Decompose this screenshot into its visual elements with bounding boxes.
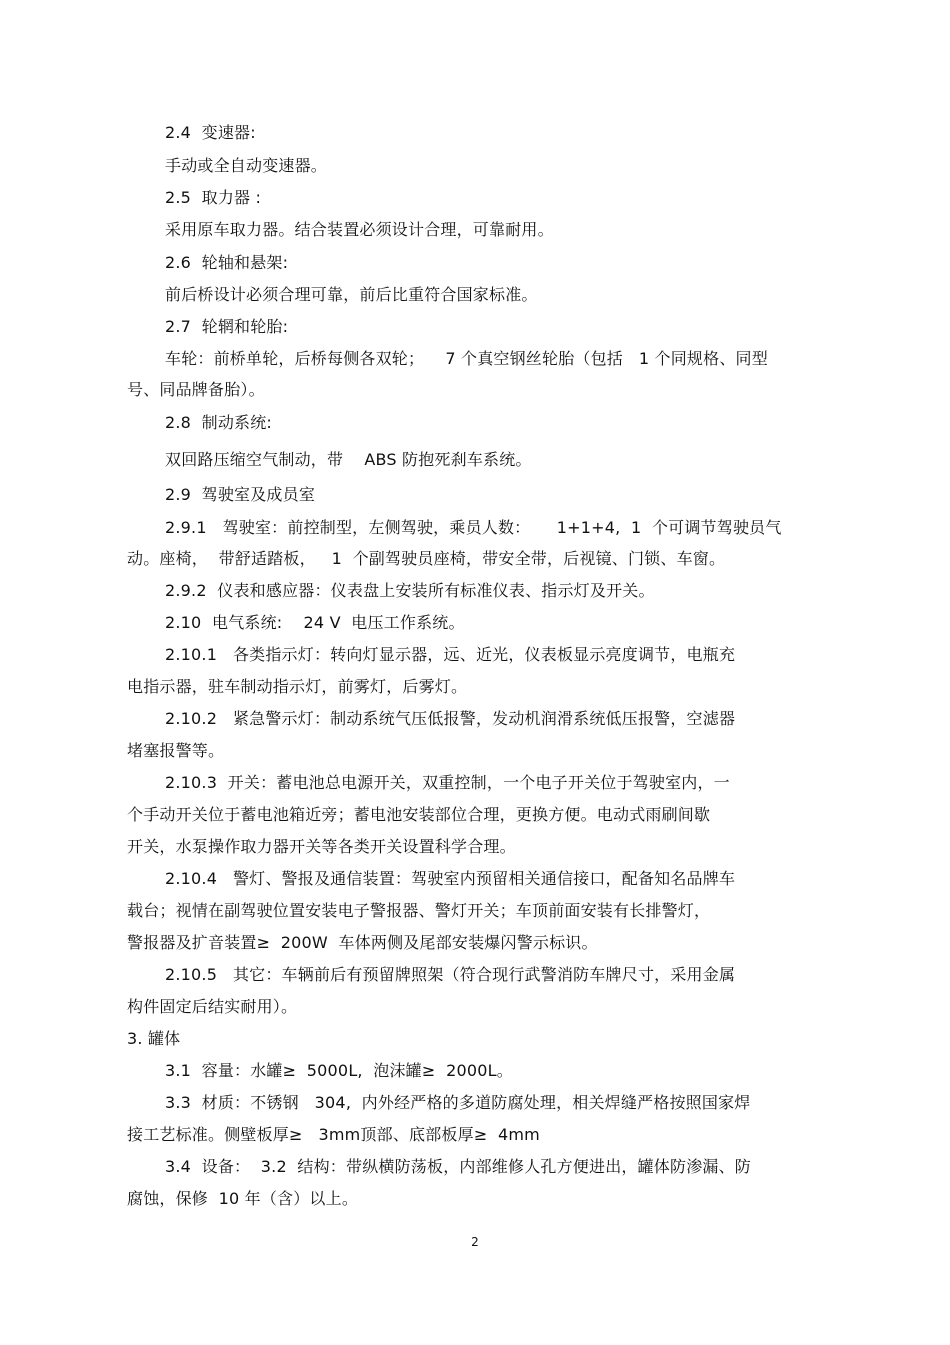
body-line: 车轮：前桥单轮，后桥每侧各双轮； 7 个真空钢丝轮胎（包括 1 个同规格、同型 [165, 349, 768, 368]
heading-2-7: 2.7 轮辋和轮胎: [165, 317, 289, 336]
body-line: 堵塞报警等。 [127, 741, 225, 760]
body-line: 警报器及扩音装置≥ 200W 车体两侧及尾部安装爆闪警示标识。 [127, 933, 598, 952]
body-line: 电指示器，驻车制动指示灯，前雾灯，后雾灯。 [127, 677, 468, 696]
heading-2-5: 2.5 取力器 : [165, 188, 262, 207]
heading-2-8: 2.8 制动系统: [165, 413, 273, 432]
body-line: 2.9.2 仪表和感应器：仪表盘上安装所有标准仪表、指示灯及开关。 [165, 581, 655, 600]
body-line: 2.10.3 开关：蓄电池总电源开关，双重控制，一个电子开关位于驾驶室内，一 [165, 773, 730, 792]
body-line: 2.10.5 其它：车辆前后有预留牌照架（符合现行武警消防车牌尺寸，采用金属 [165, 965, 736, 984]
page-number: 2 [471, 1235, 479, 1249]
body-line: 2.10.2 紧急警示灯：制动系统气压低报警，发动机润滑系统低压报警，空滤器 [165, 709, 736, 728]
body-line: 构件固定后结实耐用）。 [127, 997, 298, 1016]
body-line: 接工艺标准。侧壁板厚≥ 3mm顶部、底部板厚≥ 4mm [127, 1125, 540, 1144]
body-line: 3.3 材质：不锈钢 304, 内外经严格的多道防腐处理，相关焊缝严格按照国家焊 [165, 1093, 751, 1112]
body-line: 采用原车取力器。结合装置必须设计合理，可靠耐用。 [165, 220, 554, 239]
body-line: 2.9.1 驾驶室：前控制型，左侧驾驶，乘员人数： 1+1+4, 1 个可调节驾驶员气 [165, 518, 782, 537]
body-line: 号、同品牌备胎）。 [127, 380, 265, 399]
heading-2-4: 2.4 变速器: [165, 123, 256, 142]
body-line: 2.10.1 各类指示灯：转向灯显示器，远、近光，仪表板显示亮度调节，电瓶充 [165, 645, 736, 664]
body-line: 动。座椅， 带舒适踏板， 1 个副驾驶员座椅，带安全带，后视镜、门锁、车窗。 [127, 549, 726, 568]
heading-2-6: 2.6 轮轴和悬架: [165, 253, 289, 272]
body-line: 载台；视情在副驾驶位置安装电子警报器、警灯开关；车顶前面安装有长排警灯， [127, 901, 711, 920]
heading-2-10: 2.10 电气系统: 24 V 电压工作系统。 [165, 613, 465, 632]
body-line: 2.10.4 警灯、警报及通信装置：驾驶室内预留相关通信接口，配备知名品牌车 [165, 869, 736, 888]
body-line: 3.1 容量：水罐≥ 5000L, 泡沫罐≥ 2000L。 [165, 1061, 513, 1080]
body-line: 手动或全自动变速器。 [165, 156, 328, 175]
body-line: 腐蚀，保修 10 年（含）以上。 [127, 1189, 359, 1208]
body-line: 前后桥设计必须合理可靠，前后比重符合国家标准。 [165, 285, 538, 304]
body-line: 3.4 设备： 3.2 结构：带纵横防荡板，内部维修人孔方便进出，罐体防渗漏、防 [165, 1157, 752, 1176]
body-line: 双回路压缩空气制动，带 ABS 防抱死刹车系统。 [165, 450, 532, 469]
heading-2-9: 2.9 驾驶室及成员室 [165, 485, 316, 504]
body-line: 个手动开关位于蓄电池箱近旁；蓄电池安装部位合理，更换方便。电动式雨刷间歇 [127, 805, 711, 824]
section-heading-3: 3. 罐体 [127, 1029, 181, 1048]
body-line: 开关，水泵操作取力器开关等各类开关设置科学合理。 [127, 837, 516, 856]
